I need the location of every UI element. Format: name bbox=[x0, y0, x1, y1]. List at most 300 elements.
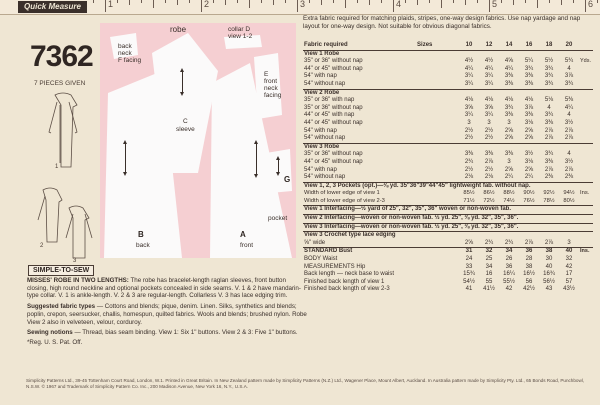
row-label: 35" or 36" without nap bbox=[304, 104, 363, 111]
back-neck-facing-label: back neck F facing bbox=[118, 43, 142, 64]
row-label: 35" or 36" without nap bbox=[304, 151, 363, 158]
ruler-number: 6 bbox=[588, 0, 594, 9]
table-row bbox=[303, 279, 593, 287]
table-row bbox=[303, 240, 593, 248]
back-label: back bbox=[136, 242, 150, 249]
row-value: 2¾ bbox=[484, 239, 494, 246]
row-value: 36 bbox=[505, 263, 513, 270]
pocket-grainline-arrow bbox=[278, 159, 279, 173]
row-value: 54½ bbox=[463, 278, 475, 285]
row-value: 3½ bbox=[564, 119, 574, 126]
fabric-suggestions bbox=[27, 303, 307, 326]
back-grainline-arrow bbox=[125, 143, 126, 173]
row-label: View 2 Interfacing—woven or non-woven fab. ½ yd. 25", ⅜ yd. 32", 35", 36". bbox=[303, 215, 593, 224]
row-value: 3¾ bbox=[564, 80, 574, 87]
row-label: Width of lower edge of view 2-3 bbox=[304, 197, 385, 204]
row-value: 57 bbox=[565, 278, 573, 285]
row-value: 4¼ bbox=[504, 65, 514, 72]
ruler-tick bbox=[129, 0, 130, 5]
row-value: 3 bbox=[467, 119, 471, 126]
table-row bbox=[303, 105, 593, 113]
row-value: 88½ bbox=[503, 190, 515, 197]
ruler-tick bbox=[357, 0, 358, 3]
ruler-number: 3 bbox=[300, 0, 306, 9]
ruler-tick bbox=[393, 0, 394, 12]
fabric-requirements-table bbox=[303, 42, 593, 294]
row-value: 2¾ bbox=[464, 158, 474, 165]
row-value: 4 bbox=[567, 151, 571, 158]
ruler-number: 5 bbox=[492, 0, 498, 9]
row-value: 3⅝ bbox=[484, 104, 494, 111]
row-value: 4¼ bbox=[464, 65, 474, 72]
front-grainline-arrow bbox=[256, 143, 257, 175]
ruler-tick bbox=[273, 0, 274, 5]
row-value: 3¼ bbox=[464, 73, 474, 80]
table-row bbox=[303, 135, 593, 143]
row-value: 2¾ bbox=[504, 239, 514, 246]
ruler-tick bbox=[501, 0, 502, 3]
ruler-tick bbox=[249, 0, 250, 8]
ruler-tick bbox=[237, 0, 238, 3]
row-value: 92½ bbox=[543, 190, 555, 197]
row-label: Back length — neck base to waist bbox=[304, 271, 395, 278]
ruler-tick bbox=[213, 0, 214, 3]
trademark-note: *Reg. U. S. Pat. Off. bbox=[27, 338, 83, 346]
table-row bbox=[303, 112, 593, 120]
header-size: 12 bbox=[479, 42, 499, 50]
ruler-number: 2 bbox=[204, 0, 210, 9]
row-value: 4⅛ bbox=[484, 97, 494, 104]
header-size: 18 bbox=[539, 42, 559, 50]
table-row bbox=[303, 198, 593, 206]
row-label: 35" or 36" with nap bbox=[304, 97, 355, 104]
row-value: 3¾ bbox=[544, 112, 554, 119]
ruler-tick bbox=[201, 0, 202, 12]
row-unit: Ins. bbox=[580, 190, 590, 197]
ruler-tick bbox=[177, 0, 178, 5]
row-value: 2⅛ bbox=[484, 174, 494, 181]
table-row bbox=[303, 286, 593, 294]
row-value: 3½ bbox=[524, 151, 534, 158]
front-letter: A bbox=[240, 230, 246, 239]
row-unit bbox=[579, 97, 593, 105]
row-value: 3⅜ bbox=[484, 151, 494, 158]
view-sketches bbox=[35, 90, 95, 265]
row-value: 2½ bbox=[484, 127, 494, 134]
row-value: 90½ bbox=[523, 190, 535, 197]
ruler-tick bbox=[189, 0, 190, 3]
table-row bbox=[303, 167, 593, 175]
row-value: 3⅜ bbox=[504, 80, 514, 87]
row-value: 3¾ bbox=[544, 80, 554, 87]
row-unit bbox=[579, 66, 593, 74]
row-value: 86½ bbox=[483, 190, 495, 197]
row-label: 54" with nap bbox=[304, 127, 337, 134]
table-row bbox=[303, 174, 593, 182]
view1-robe-outline bbox=[55, 93, 77, 167]
row-unit bbox=[579, 271, 593, 279]
table-row bbox=[303, 215, 593, 224]
table-header-row bbox=[303, 42, 593, 50]
row-value: 31 bbox=[459, 248, 479, 256]
row-value: 3¼ bbox=[484, 112, 494, 119]
row-value: 4½ bbox=[484, 58, 494, 65]
row-label: 44" or 45" without nap bbox=[304, 65, 363, 72]
row-value: 74½ bbox=[503, 197, 515, 204]
ruler-tick bbox=[153, 0, 154, 8]
row-value: 71½ bbox=[463, 197, 475, 204]
publisher-footer: Simplicity Patterns Ltd., 39-45 Tottenham Court Road, London, W.1. Printed in Great Britain. In New Zealand pattern made by Simplicity Patterns (N.Z.) Ltd., Wagener Place, Mount Albert, Auckland. In Australia pattern made by Simplicity Pty. Ltd., 65 Bonds Road, Punchbowl, N.S.W. © 1967 and Trademark of Simplicity Pattern Co. Inc., 200 Madison Avenue, New York 16, N.Y., U.S.A. bbox=[26, 378, 585, 389]
table-row bbox=[303, 190, 593, 198]
table-row bbox=[303, 128, 593, 136]
row-value: 38 bbox=[539, 248, 559, 256]
row-label: 54" with nap bbox=[304, 73, 337, 80]
row-value: 3¾ bbox=[524, 65, 534, 72]
ruler-tick bbox=[537, 0, 538, 8]
row-value: 5¾ bbox=[564, 58, 574, 65]
row-value: 25 bbox=[485, 256, 493, 263]
row-value: 94½ bbox=[563, 190, 575, 197]
row-label: 54" without nap bbox=[304, 174, 346, 181]
view-2-label: 2 bbox=[40, 243, 44, 249]
row-unit: Ins. bbox=[579, 248, 593, 256]
header-size: 14 bbox=[499, 42, 519, 50]
row-value: 3¼ bbox=[464, 112, 474, 119]
sewing-notions bbox=[27, 329, 307, 337]
view2-robe-outline bbox=[43, 188, 62, 242]
ruler-tick bbox=[489, 0, 490, 12]
row-value: 32 bbox=[479, 248, 499, 256]
row-label: View 3 Interfacing—woven or non-woven fab. ½ yd. 25", ⅜ yd. 32", 35", 36". bbox=[303, 223, 593, 232]
row-value: 2⅝ bbox=[524, 166, 534, 173]
ruler-tick bbox=[285, 0, 286, 3]
row-label: MEASUREMENTS Hip bbox=[304, 263, 366, 270]
table-row bbox=[303, 248, 593, 256]
row-value: 2⅝ bbox=[524, 135, 534, 142]
row-value: 3⅜ bbox=[544, 158, 554, 165]
row-label: View 2 Robe bbox=[303, 89, 593, 97]
row-value: 2½ bbox=[484, 166, 494, 173]
view3-robe-outline bbox=[69, 206, 89, 258]
table-row bbox=[303, 143, 593, 151]
notions-label: Sewing notions bbox=[27, 329, 73, 337]
ruler-tick bbox=[141, 0, 142, 3]
collar-label: collar D view 1-2 bbox=[228, 26, 253, 40]
ruler-tick bbox=[105, 0, 106, 12]
front-label: front bbox=[240, 242, 254, 249]
table-row bbox=[303, 73, 593, 81]
row-value: 2⅞ bbox=[524, 239, 534, 246]
ruler-tick bbox=[165, 0, 166, 3]
row-value: 80½ bbox=[563, 197, 575, 204]
ruler-tick bbox=[453, 0, 454, 3]
row-value: 43 bbox=[545, 286, 553, 293]
fabrics-text: — Cottons and blends; pique, denim. Linen. Silks, synthetics and blends; poplin, crepon, seersucker, challis, homespun, quilted fabrics. Wools and blends; brushed nylon. Robe View 2 also in velveteen, velour, corduroy. bbox=[27, 303, 307, 326]
row-value: 4½ bbox=[464, 58, 474, 65]
robe-description bbox=[27, 277, 307, 300]
row-value: 56 bbox=[525, 278, 533, 285]
row-label: 44" or 45" with nap bbox=[304, 112, 355, 119]
header-size: 10 bbox=[459, 42, 479, 50]
ruler-tick bbox=[93, 0, 94, 3]
ruler-tick bbox=[573, 0, 574, 3]
row-label: Finished back length of view 1 bbox=[304, 278, 385, 285]
row-value: 40 bbox=[559, 248, 579, 256]
row-value: 2⅞ bbox=[564, 166, 574, 173]
row-unit bbox=[579, 167, 593, 175]
ruler-tick bbox=[309, 0, 310, 3]
table-row bbox=[303, 89, 593, 97]
row-unit bbox=[579, 112, 593, 120]
row-value: 2⅝ bbox=[504, 127, 514, 134]
row-value: 3⅜ bbox=[544, 119, 554, 126]
ruler-tick bbox=[117, 0, 118, 3]
row-value: 2¼ bbox=[504, 174, 514, 181]
row-value: 2½ bbox=[464, 127, 474, 134]
row-unit bbox=[579, 286, 593, 294]
row-value: 5⅜ bbox=[564, 97, 574, 104]
row-value: 2¼ bbox=[524, 174, 534, 181]
back-letter: B bbox=[138, 230, 144, 239]
ruler-number: 4 bbox=[396, 0, 402, 9]
ruler-tick bbox=[405, 0, 406, 3]
row-value: 3 bbox=[507, 158, 511, 165]
table-row bbox=[303, 264, 593, 272]
front-neck-facing-label: E front neck facing bbox=[264, 71, 282, 99]
row-unit: Yds. bbox=[580, 58, 592, 65]
ruler-tick bbox=[381, 0, 382, 3]
table-row bbox=[303, 206, 593, 215]
ruler-tick bbox=[513, 0, 514, 5]
row-value: 55½ bbox=[503, 278, 515, 285]
row-value: 3⅝ bbox=[464, 104, 474, 111]
row-value: 5⅛ bbox=[544, 97, 554, 104]
row-label: 44" or 45" without nap bbox=[304, 158, 363, 165]
row-unit bbox=[579, 240, 593, 248]
row-value: 15¾ bbox=[463, 271, 475, 278]
row-value: 38 bbox=[525, 263, 533, 270]
table-row bbox=[303, 232, 593, 240]
row-value: 2⅜ bbox=[544, 174, 554, 181]
row-unit bbox=[579, 120, 593, 128]
row-value: 2⅞ bbox=[544, 239, 554, 246]
row-value: 42½ bbox=[523, 286, 535, 293]
row-value: 32 bbox=[565, 256, 573, 263]
row-value: 56½ bbox=[543, 278, 555, 285]
notions-text: — Thread, bias seam binding. View 1: Six 1" buttons. View 2 & 3: Five 1" buttons. bbox=[72, 329, 298, 337]
pattern-number: 7362 bbox=[30, 40, 93, 73]
row-value: 34 bbox=[499, 248, 519, 256]
ruler-tick bbox=[225, 0, 226, 5]
row-label: View 3 Crochet type lace edging bbox=[303, 232, 593, 240]
row-value: 3⅜ bbox=[524, 73, 534, 80]
row-value: 16¼ bbox=[503, 271, 515, 278]
table-row bbox=[303, 159, 593, 167]
row-value: 4¼ bbox=[564, 104, 574, 111]
row-value: 42 bbox=[565, 263, 573, 270]
row-value: 40 bbox=[545, 263, 553, 270]
row-value: 30 bbox=[545, 256, 553, 263]
row-value: 5¼ bbox=[524, 58, 534, 65]
row-value: 3¼ bbox=[464, 80, 474, 87]
ruler-tick bbox=[477, 0, 478, 3]
row-value: 4⅝ bbox=[504, 58, 514, 65]
row-value: 36 bbox=[519, 248, 539, 256]
row-value: 3⅛ bbox=[524, 119, 534, 126]
ruler-tick bbox=[321, 0, 322, 5]
ruler-tick bbox=[585, 0, 586, 12]
row-value: 3⅛ bbox=[524, 158, 534, 165]
ruler-tick bbox=[297, 0, 298, 12]
row-value: 4⅛ bbox=[464, 97, 474, 104]
row-label: BODY Waist bbox=[304, 256, 338, 263]
ruler-tick bbox=[549, 0, 550, 3]
sleeve-grainline-arrow bbox=[182, 71, 183, 93]
row-unit bbox=[579, 256, 593, 264]
row-value: 3⅜ bbox=[464, 151, 474, 158]
table-row bbox=[303, 256, 593, 264]
row-value: 3⅜ bbox=[504, 151, 514, 158]
row-value: 4 bbox=[547, 104, 551, 111]
row-value: 3½ bbox=[564, 158, 574, 165]
header-unit bbox=[579, 42, 593, 50]
row-value: 4 bbox=[567, 65, 571, 72]
table-row bbox=[303, 58, 593, 66]
description-block bbox=[27, 277, 307, 347]
row-label: 54" without nap bbox=[304, 135, 346, 142]
row-value: 16¾ bbox=[543, 271, 555, 278]
row-label: 35" or 36" without nap bbox=[304, 58, 363, 65]
ruler-number: 1 bbox=[108, 0, 114, 9]
table-row bbox=[303, 120, 593, 128]
row-value: 3 bbox=[507, 119, 511, 126]
fabrics-label: Suggested fabric types bbox=[27, 303, 96, 311]
description-text: The robe has bracelet-length raglan sleeves, front button closing, high round neckline and optional pockets concealed in side seams. V. 1 & 2 have mandarin-type collar. V. 1 is ankle-length. V. 2 & 3 are regular-length. Collarless V. 3 has lace edging trim. bbox=[27, 277, 301, 300]
ruler-tick bbox=[417, 0, 418, 5]
row-unit bbox=[579, 81, 593, 89]
row-value: 4⅛ bbox=[524, 97, 534, 104]
row-value: 2⅝ bbox=[464, 239, 474, 246]
row-value: 42 bbox=[505, 286, 513, 293]
row-value: 3⅜ bbox=[524, 112, 534, 119]
row-value: 3¾ bbox=[544, 73, 554, 80]
row-value: 4¼ bbox=[484, 65, 494, 72]
pieces-given: 7 PIECES GIVEN bbox=[34, 80, 86, 87]
row-label: Width of lower edge of view 1 bbox=[304, 190, 380, 197]
row-value: 55 bbox=[485, 278, 493, 285]
row-value: 33 bbox=[465, 263, 473, 270]
row-value: 24 bbox=[465, 256, 473, 263]
ruler-tick bbox=[465, 0, 466, 5]
ruler-tick bbox=[369, 0, 370, 5]
ruler-tick bbox=[441, 0, 442, 8]
row-value: 2⅝ bbox=[504, 166, 514, 173]
row-label: Finished back length of view 2-3 bbox=[304, 286, 390, 293]
row-label: View 1 Robe bbox=[303, 50, 593, 58]
fabric-notes: Extra fabric required for matching plaids, stripes, one-way design fabrics. Use nap yardage and nap layout for one-way design. Not suitable for obvious diagonal fabrics. bbox=[303, 15, 581, 30]
row-label: View 1, 2, 3 Pockets (opt.)—⅜ yd. 35"36"39"44"45" lightweight fab. without nap. bbox=[303, 182, 593, 190]
row-value: 2⅞ bbox=[564, 127, 574, 134]
row-value: 4⅛ bbox=[504, 97, 514, 104]
sleeve-label: C sleeve bbox=[176, 118, 195, 133]
table-row bbox=[303, 151, 593, 159]
row-value: 2⅞ bbox=[544, 166, 554, 173]
header-sizes-label: Sizes bbox=[416, 42, 459, 50]
row-value: 3⅞ bbox=[564, 73, 574, 80]
robe-label: robe bbox=[170, 25, 187, 34]
header-size: 16 bbox=[519, 42, 539, 50]
row-value: 78½ bbox=[543, 197, 555, 204]
ruler-tick bbox=[561, 0, 562, 5]
row-value: 5½ bbox=[544, 58, 554, 65]
row-label: 54" with nap bbox=[304, 166, 337, 173]
row-value: 3⅜ bbox=[504, 73, 514, 80]
row-value: 2⅞ bbox=[544, 135, 554, 142]
row-value: 76½ bbox=[523, 197, 535, 204]
row-value: 3¼ bbox=[484, 73, 494, 80]
row-value: 2½ bbox=[484, 135, 494, 142]
row-value: 41 bbox=[465, 286, 473, 293]
row-value: 3¾ bbox=[544, 151, 554, 158]
row-value: 2⅜ bbox=[564, 174, 574, 181]
measuring-ruler bbox=[0, 0, 600, 15]
row-value: 3⅞ bbox=[524, 104, 534, 111]
row-unit bbox=[579, 264, 593, 272]
row-unit bbox=[579, 73, 593, 81]
table-row bbox=[303, 66, 593, 74]
row-value: 4 bbox=[567, 112, 571, 119]
table-row bbox=[303, 97, 593, 105]
row-value: 16½ bbox=[523, 271, 535, 278]
pattern-pieces-diagram bbox=[100, 23, 296, 258]
ruler-tick bbox=[333, 0, 334, 3]
row-value: 3¼ bbox=[484, 80, 494, 87]
row-value: 2⅛ bbox=[464, 174, 474, 181]
row-value: 16 bbox=[485, 271, 493, 278]
row-value: 2⅞ bbox=[544, 127, 554, 134]
ruler-tick bbox=[429, 0, 430, 3]
row-label: View 1 Interfacing—½ yard of 25", 32", 35", 36" woven or non-woven fab. bbox=[303, 206, 593, 215]
table-row bbox=[303, 81, 593, 89]
table-row bbox=[303, 271, 593, 279]
row-label: STANDARD Bust bbox=[303, 248, 459, 256]
ruler-tick bbox=[345, 0, 346, 8]
row-value: 2⅝ bbox=[504, 135, 514, 142]
row-value: 17 bbox=[565, 271, 573, 278]
row-unit bbox=[579, 198, 593, 206]
row-value: 85½ bbox=[463, 190, 475, 197]
quick-measure-label: Quick Measure bbox=[18, 1, 87, 13]
row-value: 72½ bbox=[483, 197, 495, 204]
row-unit bbox=[579, 159, 593, 167]
row-value: 3⅜ bbox=[504, 112, 514, 119]
header-label: Fabric required bbox=[303, 42, 416, 50]
row-value: 26 bbox=[505, 256, 513, 263]
row-unit bbox=[579, 105, 593, 113]
pocket-letter: G bbox=[284, 175, 291, 184]
pocket-label: pocket bbox=[268, 215, 288, 222]
row-value: 41½ bbox=[483, 286, 495, 293]
row-label: ⅝" wide bbox=[304, 239, 326, 246]
row-value: 3 bbox=[487, 119, 491, 126]
simple-to-sew-badge: SIMPLE-TO-SEW bbox=[28, 265, 94, 276]
row-value: 2⅝ bbox=[524, 127, 534, 134]
row-value: 3⅜ bbox=[524, 80, 534, 87]
row-unit bbox=[579, 128, 593, 136]
description-title: MISSES' ROBE IN TWO LENGTHS: bbox=[27, 277, 129, 284]
row-value: 3¾ bbox=[544, 65, 554, 72]
row-value: 34 bbox=[485, 263, 493, 270]
